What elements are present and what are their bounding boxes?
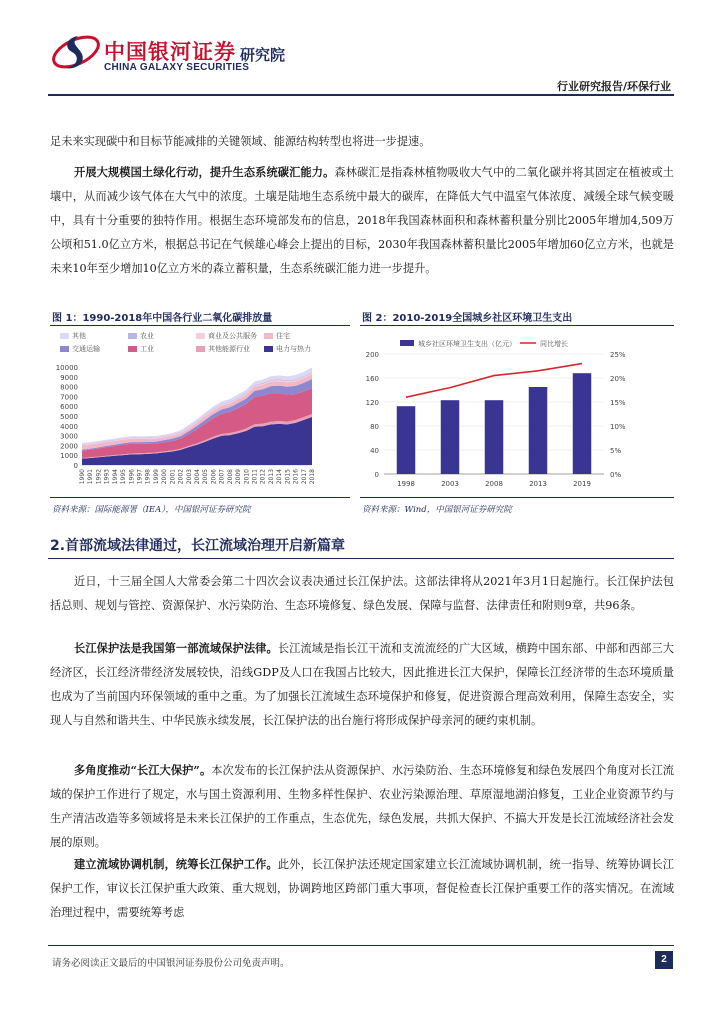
paragraph-5-lead: 建立流域协调机制，统筹长江保护工作。 xyxy=(74,857,278,871)
y2-tick-label: 10% xyxy=(610,423,626,431)
bar xyxy=(573,373,591,474)
paragraph-4-lead: 多角度推动“长江大保护”。 xyxy=(74,763,212,777)
y-tick-label: 5000 xyxy=(60,413,78,421)
x-tick-label: 1990 xyxy=(79,469,86,485)
figure-1-source: 资料来源：国际能源署（IEA），中国银河证券研究院 xyxy=(52,505,251,515)
paragraph-5-body: 此外，长江保护法还规定国家建立长江流域协调机制，统一指导、统筹协调长江保护工作，审议长江保护重大政策、重大规划，协调跨地区跨部门重大事项，督促检查长江保护重要工作的落实情况。在流域治理过程中，需要统筹考虑 xyxy=(50,858,674,919)
y-tick-label: 3000 xyxy=(60,432,78,441)
y-tick-label: 80 xyxy=(370,423,379,431)
section-title: 2.首部流域法律通过，长江流域治理开启新篇章 xyxy=(50,538,346,554)
x-tick-label: 1991 xyxy=(87,469,95,485)
y-tick-label: 1000 xyxy=(60,452,78,461)
section-rule xyxy=(48,558,674,559)
page-number: 2 xyxy=(655,951,673,969)
legend-swatch xyxy=(196,346,205,352)
logo-english-name: CHINA GALAXY SECURITIES xyxy=(104,62,250,73)
y-tick-label: 200 xyxy=(365,351,379,359)
legend-swatch xyxy=(264,346,273,352)
x-tick-label: 2017 xyxy=(300,469,308,485)
footer-rule xyxy=(48,945,674,946)
report-type: 行业研究报告/环保行业 xyxy=(556,80,671,93)
legend-swatch xyxy=(264,333,273,339)
legend-swatch xyxy=(400,340,414,346)
legend-label: 商业及公共服务 xyxy=(208,332,257,340)
logo-chinese-name: 中国银河证券 xyxy=(104,40,236,64)
figure-1-bottom-rule xyxy=(50,497,350,498)
y-tick-label: 0 xyxy=(73,462,78,470)
legend-label: 城乡社区环境卫生支出（亿元） xyxy=(418,340,516,348)
x-tick-label: 2007 xyxy=(218,469,226,485)
paragraph-0-text: 足未来实现碳中和目标节能减排的关键领域、能源结构转型也将进一步提速。 xyxy=(50,135,431,148)
x-tick-label: 2019 xyxy=(573,480,591,488)
bar xyxy=(485,400,503,474)
footer-disclaimer: 请务必阅读正文最后的中国银河证券股份公司免责声明。 xyxy=(52,958,290,969)
legend-label: 工业 xyxy=(140,345,154,353)
x-tick-label: 2000 xyxy=(161,469,169,485)
x-tick-label: 1999 xyxy=(152,469,160,485)
legend-swatch xyxy=(128,346,137,352)
y-tick-label: 6000 xyxy=(60,403,78,412)
paragraph-4 xyxy=(50,758,674,855)
x-tick-label: 2018 xyxy=(309,469,316,485)
x-tick-label: 2010 xyxy=(243,469,251,485)
paragraph-1-lead: 开展大规模国土绿化行动，提升生态系统碳汇能力。 xyxy=(74,165,335,179)
legend-swatch xyxy=(196,333,205,339)
bar xyxy=(397,406,415,474)
paragraph-3 xyxy=(50,636,674,733)
x-tick-label: 2008 xyxy=(485,480,503,488)
paragraph-2 xyxy=(50,570,674,618)
bar xyxy=(441,400,459,474)
figure-2-title: 图 2：2010-2019全国城乡社区环境卫生支出 xyxy=(362,313,573,324)
figure-1-chart xyxy=(50,362,350,494)
y2-tick-label: 20% xyxy=(610,375,626,383)
x-tick-label: 2013 xyxy=(529,480,547,488)
x-tick-label: 1998 xyxy=(397,480,415,488)
legend-swatch xyxy=(128,333,137,339)
paragraph-3-body: 长江流域是指长江干流和支流流经的广大区域，横跨中国东部、中部和西部三大经济区，长江经济带经济发展较快，沿线GDP及人口在我国占比较大，因此推进长江大保护，保障长江经济带的生态环境质量也成为了当前国内环保领域的重中之重。为了加强长江流域生态环境保护和修复，促进资源合理高效利用，保障生态安全，实现人与自然和谐共生、中华民族永续发展，长江保护法的出台施行将形成保护母亲河的硬约束机制。 xyxy=(50,642,674,727)
x-tick-label: 2009 xyxy=(235,469,243,485)
x-tick-label: 1996 xyxy=(128,469,136,485)
legend-label: 交通运输 xyxy=(72,345,100,353)
y-tick-label: 7000 xyxy=(60,393,78,402)
x-tick-label: 2008 xyxy=(226,469,234,485)
bar xyxy=(529,387,547,474)
figure-1-legend-item xyxy=(60,331,86,341)
y-tick-label: 40 xyxy=(370,447,379,455)
legend-label: 电力与热力 xyxy=(276,345,311,353)
x-tick-label: 2011 xyxy=(251,469,259,485)
x-tick-label: 1998 xyxy=(144,469,152,485)
legend-swatch xyxy=(60,346,69,352)
y-tick-label: 4000 xyxy=(60,422,78,431)
line-series xyxy=(406,364,582,398)
paragraph-1-body: 森林碳汇是指森林植物吸收大气中的二氧化碳并将其固定在植被或土壤中，从而减少该气体在大气中的浓度。土壤是陆地生态系统中最大的碳库，在降低大气中温室气体浓度、减缓全球气候变暖中，具有十分重要的独特作用。根据生态环境部发布的信息，2018年我国森林面积和森林蓄积量分别比2005年增加4,509万公顷和51.0亿立方米，根据总书记在气候雄心峰会上提出的目标，2030年我国森林蓄积量比2005年增加60亿立方米，也就是未来10年至少增加10亿立方米的森立蓄积量，生态系统碳汇能力进一步提升。 xyxy=(50,166,674,275)
x-tick-label: 2015 xyxy=(284,469,292,485)
x-tick-label: 2003 xyxy=(185,469,193,485)
x-tick-label: 2006 xyxy=(210,469,218,485)
x-tick-label: 2004 xyxy=(194,469,201,485)
figure-1-legend-item xyxy=(264,344,311,354)
y-tick-label: 9000 xyxy=(60,373,78,382)
y2-tick-label: 15% xyxy=(610,399,626,407)
y-tick-label: 10000 xyxy=(55,364,78,372)
x-tick-label: 1993 xyxy=(103,469,111,485)
x-tick-label: 2005 xyxy=(202,469,210,485)
figure-1-rule xyxy=(50,325,350,326)
x-tick-label: 2013 xyxy=(267,469,275,485)
header-rule xyxy=(48,94,674,96)
x-tick-label: 2012 xyxy=(259,469,267,485)
legend-label: 其他能源行业 xyxy=(208,345,250,353)
y-tick-label: 160 xyxy=(365,375,379,383)
paragraph-1 xyxy=(50,160,674,281)
y-tick-label: 120 xyxy=(365,399,379,407)
galaxy-logo-icon xyxy=(48,30,100,74)
figure-1-legend-item xyxy=(128,331,154,341)
figure-2-bottom-rule xyxy=(360,497,674,498)
figure-1-legend-item xyxy=(196,344,250,354)
y-tick-label: 8000 xyxy=(60,383,78,392)
institute-label: 研究院 xyxy=(240,46,286,64)
x-tick-label: 2014 xyxy=(276,469,284,485)
legend-label: 其他 xyxy=(72,332,86,340)
legend-swatch xyxy=(60,333,69,339)
figure-2-chart xyxy=(360,334,674,494)
y2-tick-label: 25% xyxy=(610,351,626,359)
x-tick-label: 2002 xyxy=(177,469,185,485)
figure-1-legend-item xyxy=(196,331,257,341)
paragraph-3-lead: 长江保护法是我国第一部流域保护法律。 xyxy=(74,641,278,655)
y-tick-label: 0 xyxy=(374,471,379,479)
figure-2-rule xyxy=(360,325,674,326)
y2-tick-label: 0% xyxy=(610,471,622,479)
y-tick-label: 2000 xyxy=(60,442,78,451)
paragraph-2-text: 近日，十三届全国人大常委会第二十四次会议表决通过长江保护法。这部法律将从2021年3月1日起施行。长江保护法包括总则、规划与管控、资源保护、水污染防治、生态环境修复、绿色发展、保障与监督、法律责任和附则9章，共96条。 xyxy=(50,575,674,612)
x-tick-label: 1992 xyxy=(95,469,103,485)
legend-label: 住宅 xyxy=(276,332,290,340)
paragraph-5 xyxy=(50,852,674,925)
figure-1-legend-item xyxy=(128,344,154,354)
x-tick-label: 2016 xyxy=(292,469,300,485)
paragraph-0 xyxy=(50,130,674,154)
x-tick-label: 2003 xyxy=(441,480,459,488)
figure-1-legend-item xyxy=(60,344,100,354)
x-tick-label: 1997 xyxy=(136,469,144,485)
y2-tick-label: 5% xyxy=(610,447,622,455)
x-tick-label: 1995 xyxy=(120,469,128,485)
x-tick-label: 1994 xyxy=(111,469,119,485)
figure-1-legend-item xyxy=(264,331,290,341)
figure-1-legend xyxy=(60,331,330,365)
legend-label: 农业 xyxy=(140,332,154,340)
legend-label: 同比增长 xyxy=(540,340,568,348)
figure-1-title: 图 1：1990-2018年中国各行业二氧化碳排放量 xyxy=(52,313,273,324)
x-tick-label: 2001 xyxy=(169,469,177,485)
paragraph-4-body: 本次发布的长江保护法从资源保护、水污染防治、生态环境修复和绿色发展四个角度对长江流域的保护工作进行了规定，水与国土资源利用、生物多样性保护、农业污染源治理、草原湿地湖泊修复，工业企业资源节约与生产清洁改造等多领域将是未来长江保护的工作重点，生态优先，绿色发展，共抓大保护、不搞大开发是长江流域经济社会发展的原则。 xyxy=(50,764,674,849)
figure-2-source: 资料来源：Wind，中国银河证券研究院 xyxy=(362,505,512,515)
